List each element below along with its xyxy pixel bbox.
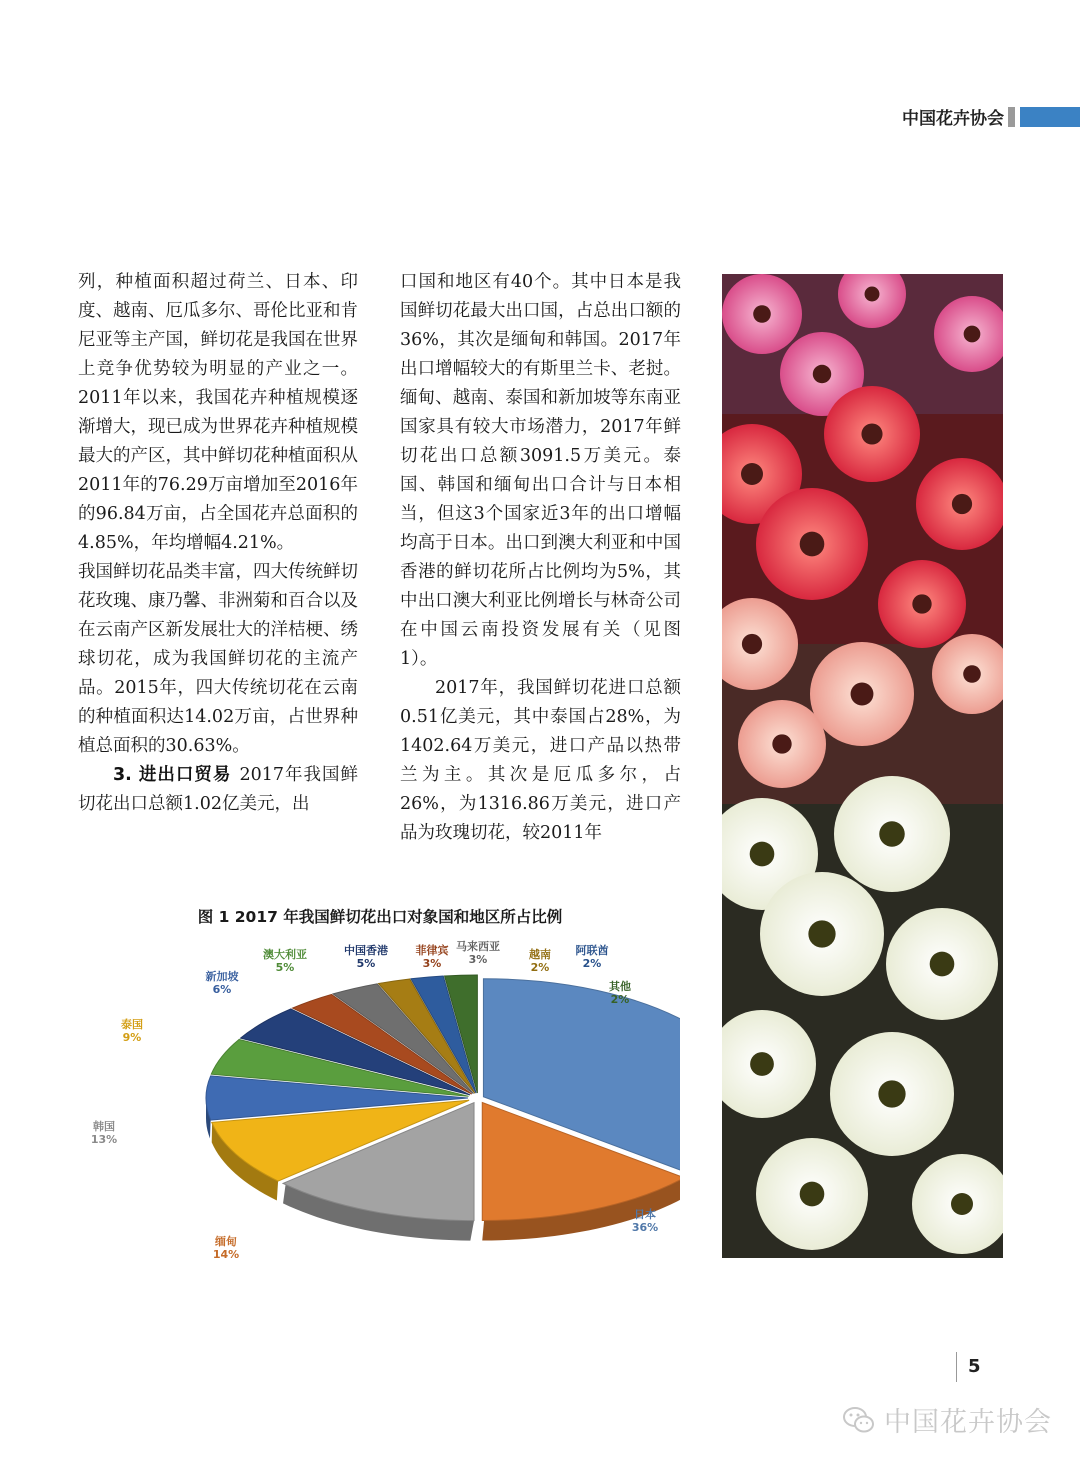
flower-center <box>951 1193 973 1215</box>
slice-label-name: 马来西亚 <box>456 940 500 953</box>
flower-center <box>879 821 905 847</box>
flower-center <box>912 594 931 613</box>
slice-label-name: 澳大利亚 <box>263 948 307 961</box>
slice-label-name: 缅甸 <box>215 1235 237 1248</box>
flower-center <box>808 920 835 947</box>
flower-center <box>800 532 825 557</box>
flower-center <box>964 326 981 343</box>
flower-center <box>963 665 981 683</box>
slice-label-value: 2% <box>530 961 550 974</box>
slice-label-value: 3% <box>468 953 488 966</box>
slice-label-value: 13% <box>90 1133 118 1146</box>
header-accent-bar <box>1020 107 1080 127</box>
slice-label-value: 36% <box>631 1221 659 1234</box>
flower-center <box>878 1080 905 1107</box>
flower-center <box>861 423 882 444</box>
slice-label-name: 新加坡 <box>205 970 239 983</box>
flower-center <box>865 287 880 302</box>
slice-label-name: 日本 <box>634 1208 656 1221</box>
flower-center <box>750 842 775 867</box>
slice-label-value: 14% <box>212 1248 240 1261</box>
gerbera-photo <box>722 274 1003 1258</box>
text-column-left <box>78 268 358 819</box>
header-tick-mark <box>1008 107 1015 127</box>
wechat-icon <box>842 1405 876 1435</box>
flower-center <box>753 305 771 323</box>
slice-label-name: 菲律宾 <box>415 944 449 957</box>
section-lead-text: 2017年我国鲜切花出口总额1.02亿美元，出 <box>78 765 358 814</box>
flower-center <box>742 634 762 654</box>
body-paragraph: 口国和地区有40个。其中日本是我国鲜切花最大出口国，占总出口额的36%，其次是缅甸和韩国。2017年出口增幅较大的有斯里兰卡、老挝。缅甸、越南、泰国和新加坡等东南亚国家具有较大市场潜力，2017年鲜切花出口总额3091.5万美元。泰国、韩国和缅甸出口合计与日本相当，但这3个国家近3年的出口增幅均高于日本。出口到澳大利亚和中国香港的鲜切花所占比例均为5%，其中出口澳大利亚比例增长与林奇公司在中国云南投资发展有关（见图1）。 <box>400 272 681 669</box>
watermark-text: 中国花卉协会 <box>884 1407 1052 1438</box>
flower-center <box>800 1182 825 1207</box>
slice-label-value: 2% <box>610 993 630 1006</box>
slice-label-name: 阿联酋 <box>575 944 609 957</box>
body-paragraph: 列，种植面积超过荷兰、日本、印度、越南、厄瓜多尔、哥伦比亚和肯尼亚等主产国，鲜切花是我国在世界上竞争优势较为明显的产业之一。2011年以来，我国花卉种植规模逐渐增大，现已成为世界花卉种植规模最大的产区，其中鲜切花种植面积从2011年的76.29万亩增加至2016年的96.84万亩，占全国花卉总面积的4.85%，年均增幅4.21%。 <box>78 272 358 553</box>
slice-label-value: 5% <box>356 957 376 970</box>
slice-label-value: 3% <box>422 957 442 970</box>
section-heading: 3. 进出口贸易 <box>113 765 232 785</box>
wechat-watermark <box>842 1400 1052 1439</box>
text-column-middle <box>400 268 681 848</box>
slice-label-value: 6% <box>212 983 232 996</box>
flower-center <box>772 734 791 753</box>
flower-center <box>851 683 874 706</box>
slice-label-value: 5% <box>275 961 295 974</box>
slice-label-name: 韩国 <box>93 1120 115 1133</box>
flower-center <box>750 1052 774 1076</box>
flower-center <box>741 463 763 485</box>
header-org-name: 中国花卉协会 <box>902 109 1004 129</box>
flower-center <box>930 952 955 977</box>
slice-label-name: 泰国 <box>121 1018 143 1031</box>
slice-label-name: 其他 <box>609 980 631 993</box>
section-paragraph <box>78 761 358 819</box>
slice-label-name: 中国香港 <box>344 944 388 957</box>
flower-center <box>813 365 831 383</box>
flower-center <box>952 494 972 514</box>
slice-label-name: 越南 <box>529 948 551 961</box>
export-share-pie-chart <box>80 900 680 1270</box>
page-number-rule <box>956 1352 957 1382</box>
chart-title: 图 1 2017 年我国鲜切花出口对象国和地区所占比例 <box>197 908 563 926</box>
body-paragraph: 我国鲜切花品类丰富，四大传统鲜切花玫瑰、康乃馨、非洲菊和百合以及在云南产区新发展壮大的洋桔梗、绣球切花，成为我国鲜切花的主流产品。2015年，四大传统切花在云南的种植面积达14.02万亩，占世界种植总面积的30.63%。 <box>78 562 358 756</box>
slice-label-value: 9% <box>122 1031 142 1044</box>
page-number: 5 <box>968 1356 981 1377</box>
body-paragraph: 2017年，我国鲜切花进口总额0.51亿美元，其中泰国占28%，为1402.64万美元，进口产品以热带兰为主。其次是厄瓜多尔，占26%，为1316.86万美元，进口产品为玫瑰切花，较2011年 <box>400 678 681 843</box>
slice-label-value: 2% <box>582 957 602 970</box>
